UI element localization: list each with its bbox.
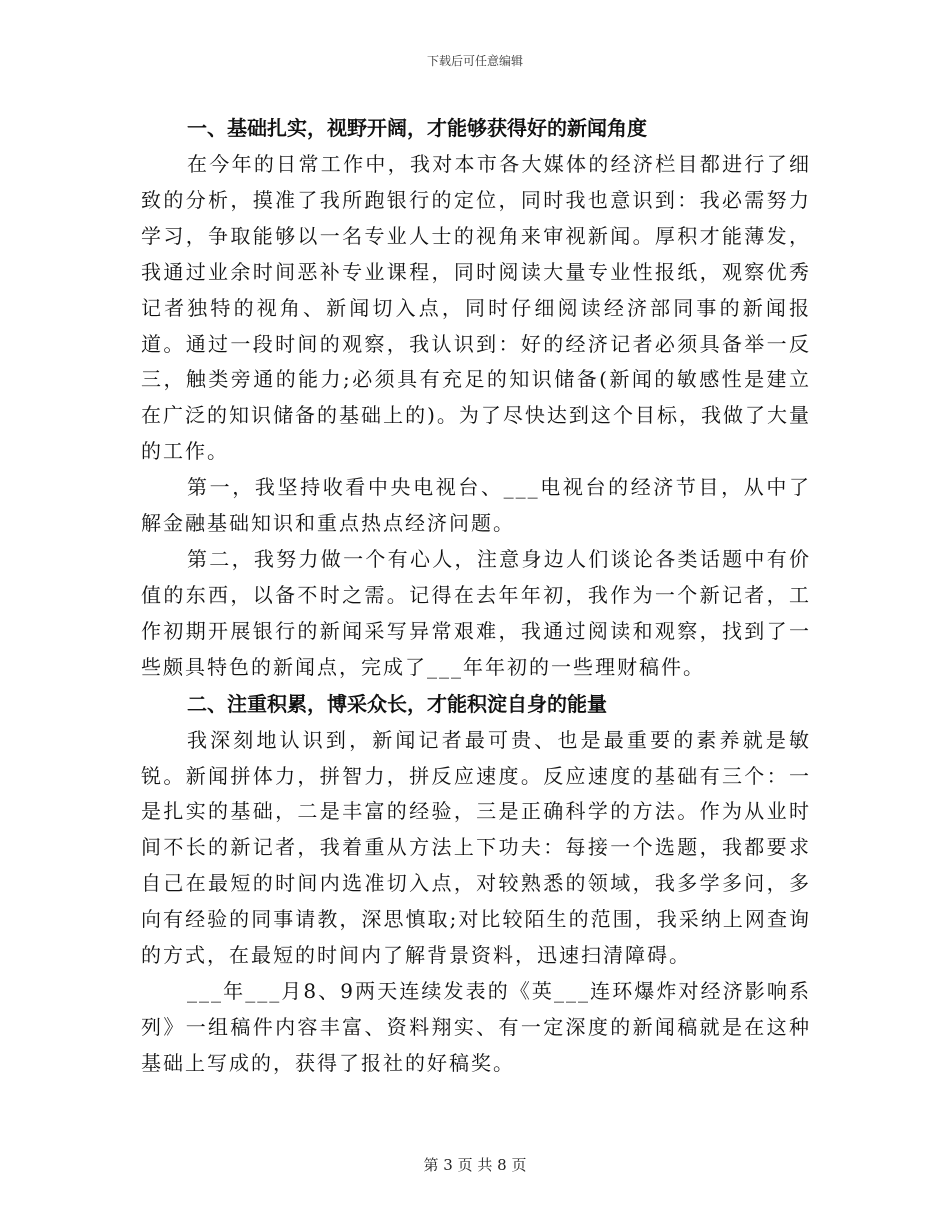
paragraph-2: 第一，我坚持收看中央电视台、___电视台的经济节目，从中了解金融基础知识和重点热点经济问题。 — [141, 475, 811, 536]
page-number: 第 3 页 共 8 页 — [423, 1156, 527, 1174]
paragraph-4: 我深刻地认识到，新闻记者最可贵、也是最重要的素养就是敏锐。新闻拼体力，拼智力，拼反应速度。反应速度的基础有三个：一是扎实的基础，二是丰富的经验，三是正确科学的方法。作为从业时间不长的新记者，我着重从方法上下功夫：每接一个选题，我都要求自己在最短的时间内选准切入点，对较熟悉的领域，我多学多问，多向有经验的同事请教，深思慎取;对比较陌生的范围，我采纳上网查询的方式，在最短的时间内了解背景资料，迅速扫清障碍。 — [141, 727, 811, 968]
document-body — [141, 110, 811, 1082]
paragraph-5: ___年___月8、9两天连续发表的《英___连环爆炸对经济影响系列》一组稿件内容丰富、资料翔实、有一定深度的新闻稿就是在这种基础上写成的，获得了报社的好稿奖。 — [141, 978, 811, 1075]
paragraph-1: 在今年的日常工作中，我对本市各大媒体的经济栏目都进行了细致的分析，摸准了我所跑银行的定位，同时我也意识到：我必需努力学习，争取能够以一名专业人士的视角来审视新闻。厚积才能薄发，我通过业余时间恶补专业课程，同时阅读大量专业性报纸，观察优秀记者独特的视角、新闻切入点，同时仔细阅读经济部同事的新闻报道。通过一段时间的观察，我认识到：好的经济记者必须具备举一反三，触类旁通的能力;必须具有充足的知识储备(新闻的敏感性是建立在广泛的知识储备的基础上的)。为了尽快达到这个目标，我做了大量的工作。 — [141, 152, 811, 464]
page-header-note: 下载后可任意编辑 — [426, 54, 523, 68]
section-heading-2: 二、注重积累，博采众长，才能积淀自身的能量 — [187, 691, 607, 716]
paragraph-3: 第二，我努力做一个有心人，注意身边人们谈论各类话题中有价值的东西，以备不时之需。记得在去年年初，我作为一个新记者，工作初期开展银行的新闻采写异常艰难，我通过阅读和观察，找到了一些颇具特色的新闻点，完成了___年年初的一些理财稿件。 — [141, 546, 811, 679]
section-heading-1: 一、基础扎实，视野开阔，才能够获得好的新闻角度 — [187, 116, 647, 140]
